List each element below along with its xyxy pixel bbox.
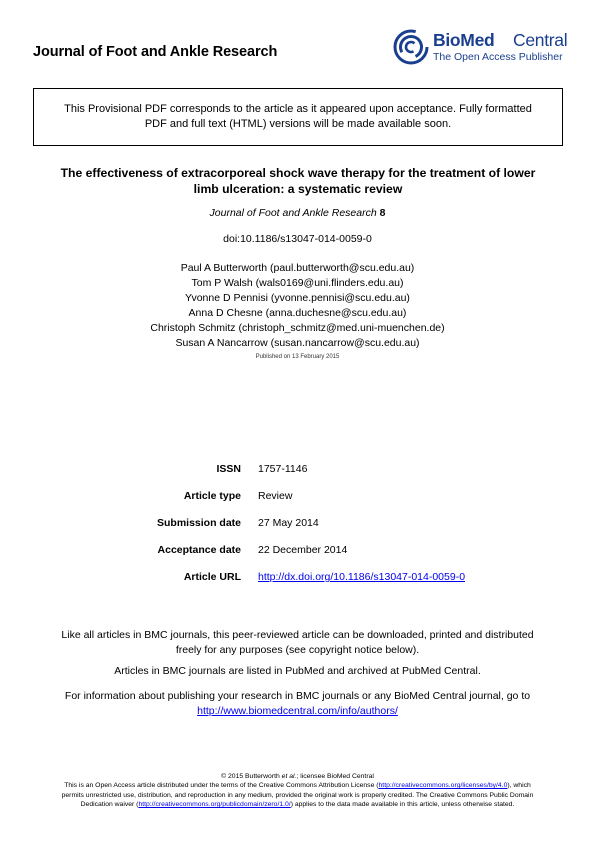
- meta-row-url: [0, 571, 595, 585]
- meta-row-submission: [0, 517, 595, 531]
- waiver-text-b: ) applies to the data made available in this article, unless otherwise stated.: [290, 801, 515, 809]
- author-entry: Paul A Butterworth (paul.butterworth@scu.edu.au): [180, 262, 415, 274]
- biomed-central-logo[interactable]: [392, 28, 567, 68]
- copyright-etal: et al.: [281, 773, 297, 780]
- publishing-info-paragraph: [20, 689, 575, 719]
- license-line-2: [20, 781, 575, 790]
- license-line-3: permits unrestricted use, distribution, and reproduction in any medium, provided the original work is properly credited. The Creative Commons Public Domain: [61, 791, 534, 799]
- author-entry: Anna D Chesne (anna.duchesne@scu.edu.au): [188, 307, 407, 319]
- article-type-label: Article type: [183, 490, 241, 502]
- license-notice: [20, 772, 575, 810]
- meta-row-article-type: [0, 490, 595, 504]
- article-title-line-1: The effectiveness of extracorporeal shock wave therapy for the treatment of lower: [60, 166, 536, 180]
- submission-date-label: Submission date: [156, 517, 241, 529]
- author-entry: Susan A Nancarrow (susan.nancarrow@scu.edu.au): [175, 337, 420, 349]
- biomed-logo-icon: [392, 28, 432, 68]
- issn-label: ISSN: [216, 463, 241, 475]
- license-text-b: ), which: [507, 782, 531, 790]
- author-entry: Tom P Walsh (wals0169@uni.flinders.edu.au): [191, 277, 404, 289]
- journal-title: Journal of Foot and Ankle Research: [33, 44, 278, 60]
- author-list: [0, 261, 595, 351]
- cc-zero-link[interactable]: http://creativecommons.org/publicdomain/zero/1.0/: [138, 801, 291, 809]
- copyright-prefix: © 2015 Butterworth: [221, 773, 280, 780]
- submission-date-value: 27 May 2014: [258, 517, 319, 529]
- notice-line-1: This Provisional PDF corresponds to the article as it appeared upon acceptance. Fully formatted: [64, 103, 532, 115]
- article-type-value: Review: [258, 490, 293, 502]
- article-title: [35, 165, 561, 197]
- doi: doi:10.1186/s13047-014-0059-0: [223, 233, 372, 245]
- distribution-line-1: Like all articles in BMC journals, this peer-reviewed article can be downloaded, printed and distributed: [61, 629, 534, 641]
- publishing-info-line: For information about publishing your research in BMC journals or any BioMed Central journal, go to: [64, 690, 531, 702]
- author-entry: Christoph Schmitz (christoph_schmitz@med.uni-muenchen.de): [150, 322, 445, 334]
- copyright-suffix: ; licensee BioMed Central: [296, 773, 374, 780]
- waiver-text-a: Dedication waiver (: [80, 801, 139, 809]
- distribution-paragraph: [20, 628, 575, 658]
- authors-info-link[interactable]: http://www.biomedcentral.com/info/authors/: [197, 705, 398, 717]
- issn-value: 1757-1146: [258, 463, 308, 475]
- meta-row-acceptance: [0, 544, 595, 558]
- article-url-label: Article URL: [183, 571, 241, 583]
- provisional-notice-box: [33, 88, 563, 146]
- acceptance-date-label: Acceptance date: [157, 544, 241, 556]
- author-entry: Yvonne D Pennisi (yvonne.pennisi@scu.edu.au): [185, 292, 410, 304]
- cc-by-link[interactable]: http://creativecommons.org/licenses/by/4.0: [378, 782, 508, 790]
- license-line-4: [20, 800, 575, 809]
- citation-journal: Journal of Foot and Ankle Research: [209, 207, 377, 219]
- citation-volume: 8: [379, 207, 386, 219]
- logo-biomed-text: BioMed: [433, 30, 495, 50]
- meta-row-issn: [0, 463, 595, 477]
- article-url-link[interactable]: http://dx.doi.org/10.1186/s13047-014-0059-0: [258, 571, 466, 583]
- pubmed-paragraph: Articles in BMC journals are listed in PubMed and archived at PubMed Central.: [114, 665, 481, 677]
- citation: [0, 207, 595, 219]
- license-text-a: This is an Open Access article distributed under the terms of the Creative Commons Attribution License (: [64, 782, 379, 790]
- logo-central-text: Central: [513, 30, 568, 50]
- distribution-line-2: freely for any purposes (see copyright notice below).: [175, 644, 420, 656]
- logo-tagline: The Open Access Publisher: [433, 51, 563, 63]
- article-title-line-2: limb ulceration: a systematic review: [193, 182, 403, 196]
- notice-line-2: PDF and full text (HTML) versions will be made available soon.: [144, 118, 452, 130]
- published-date: Published on 13 February 2015: [255, 354, 340, 360]
- acceptance-date-value: 22 December 2014: [258, 544, 348, 556]
- copyright-line: [20, 772, 575, 781]
